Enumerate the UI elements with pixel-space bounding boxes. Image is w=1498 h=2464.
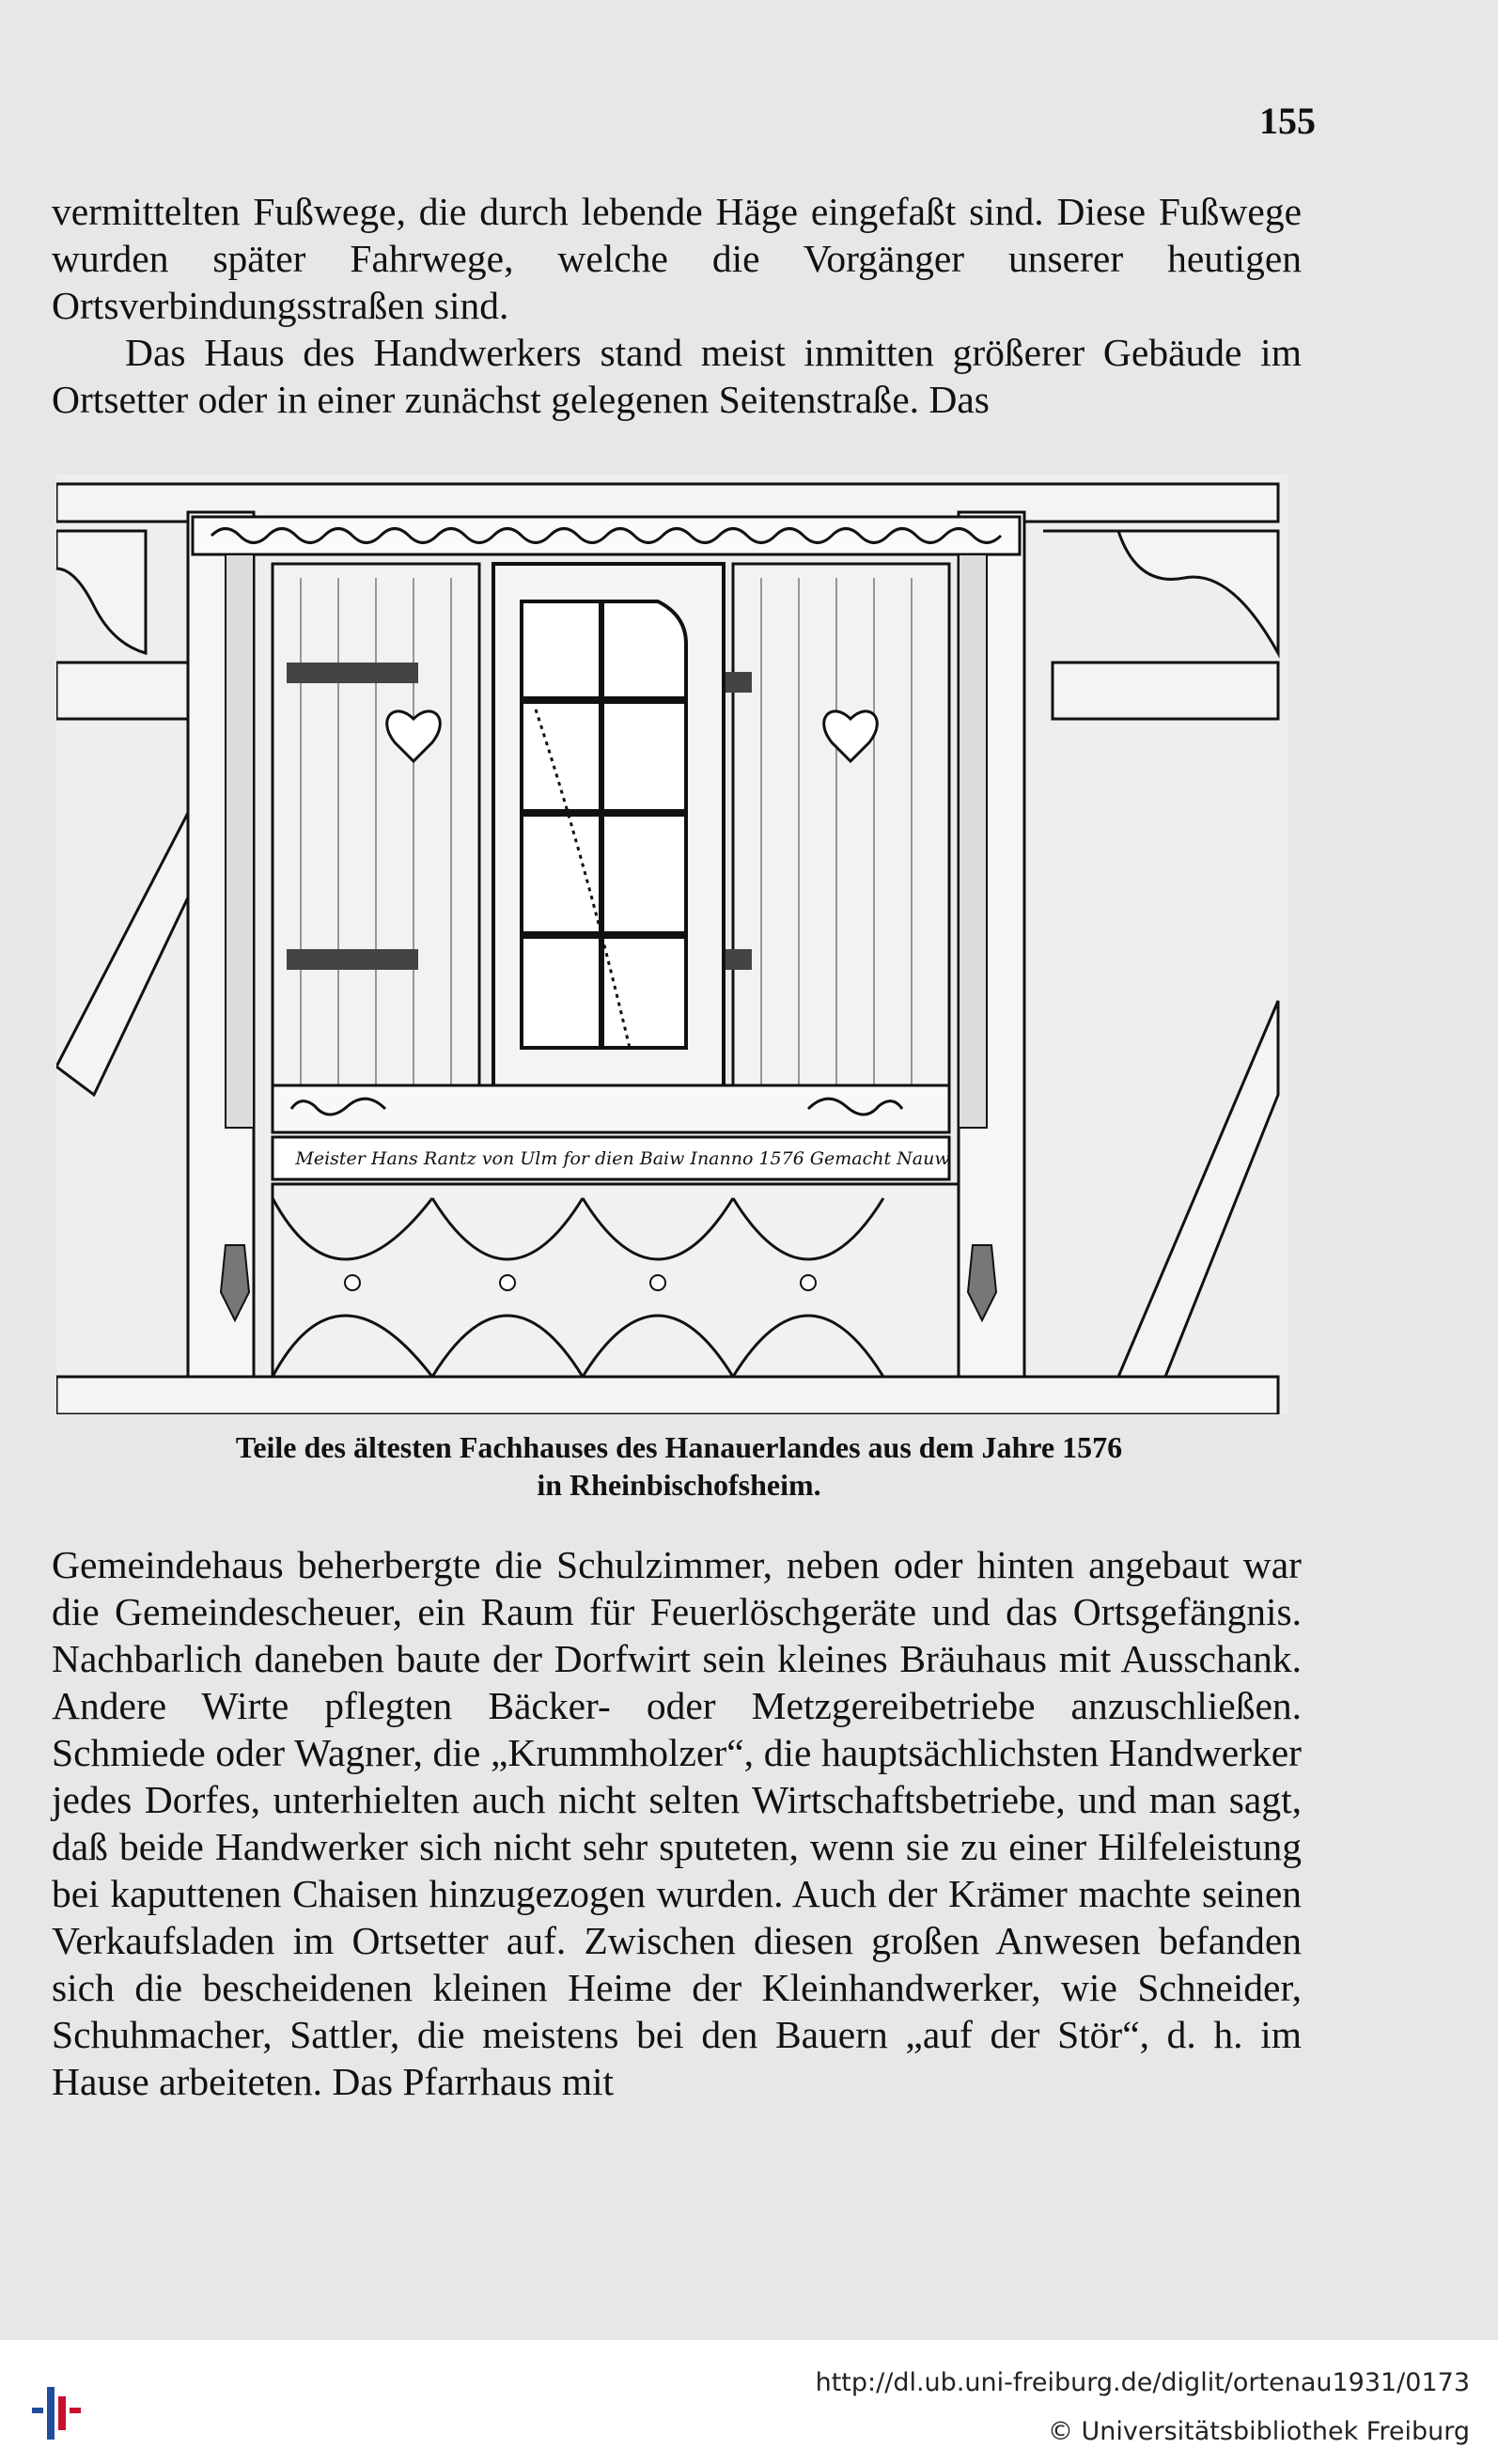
copyright-notice: © Universitätsbibliothek Freiburg (1047, 2417, 1470, 2446)
page-number: 155 (1259, 100, 1316, 142)
carved-inscription: Meister Hans Rantz von Ulm for dien Baiw Inanno 1576 Gemacht Nauw (295, 1148, 950, 1169)
library-logo-icon (26, 2368, 101, 2443)
document-url-link[interactable]: http://dl.ub.uni-freiburg.de/diglit/ortenau1931/0173 (815, 2368, 1470, 2397)
timber-frame-drawing (56, 475, 1287, 1414)
caption-line-1: Teile des ältesten Fachhauses des Hanauerlandes aus dem Jahre 1576 (235, 1430, 1123, 1464)
paragraph-top-text: vermittelten Fußwege, die durch lebende Häge eingefaßt sind. Diese Fußwege wurden später Fahrwege, welche die Vorgänger unserer heutigen Ortsverbindungsstraßen sind. (52, 190, 1302, 327)
caption-line-2: in Rheinbischofsheim. (537, 1468, 821, 1502)
figure-caption (94, 1428, 1264, 1504)
half-timbered-window-illustration (56, 475, 1287, 1414)
paragraph-bottom: Gemeindehaus beherbergte die Schulzimmer, neben oder hinten angebaut war die Gemeindescheuer, ein Raum für Feuerlöschgeräte und das Ortsgefängnis. Nachbarlich daneben baute der Dorfwirt sein kleines Bräuhaus mit Ausschank. Andere Wirte pflegten Bäcker- oder Metzgereibetriebe anzuschließen. Schmiede oder Wagner, die „Krummholzer“, die hauptsächlichsten Handwerker jedes Dorfes, unterhielten auch nicht selten Wirtschaftsbetriebe, und man sagt, daß beide Handwerker sich nicht sehr sputeten, wenn sie zu einer Hilfeleistung bei kaputtenen Chaisen hinzugezogen wurden. Auch der Krämer machte seinen Verkaufsladen im Ortsetter auf. Zwischen diesen großen Anwesen befanden sich die bescheidenen kleinen Heime der Kleinhandwerker, wie Schneider, Schuhmacher, Sattler, die meistens bei den Bauern „auf der Stör“, d. h. im Hause arbeiteten. Das Pfarrhaus mit (52, 1543, 1302, 2103)
paragraph-top (52, 188, 1302, 423)
paragraph-top-text-2: Das Haus des Handwerkers stand meist inmitten größerer Gebäude im Ortsetter oder in einer zunächst gelegenen Seitenstraße. Das (52, 331, 1302, 421)
viewer-footer (0, 2340, 1498, 2464)
